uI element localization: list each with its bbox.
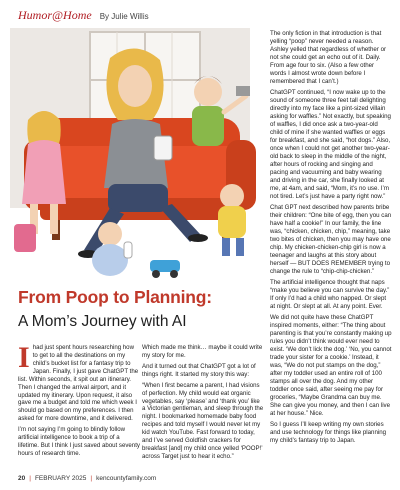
footer-separator: | — [29, 475, 31, 482]
body-column-1 — [18, 341, 140, 461]
dropcap: I — [18, 341, 30, 374]
paragraph — [18, 341, 140, 423]
paragraph: Which made me think… maybe it could write my story for me. — [142, 344, 263, 359]
illustration-svg — [0, 28, 262, 284]
headline-main: From Poop to Planning: — [18, 287, 212, 307]
toy-car-icon — [150, 260, 180, 272]
column-name: Humor@Home — [18, 8, 92, 22]
baby-bottle-icon — [124, 242, 132, 258]
paragraph: ChatGPT continued, “I now wake up to the sound of someone three feet tall delighting directly into my face like a pint-sized villain asking for waffles.” Not exactly, but speaking of waffles, I did once ask a two-year-old child of mine if she wanted waffles or eggs for breakfast, and she said, “hot dogs.” Also, once when I could not get another two-year-old back to sleep in the middle of the night, after hours of rocking and singing and pacing and vacuuming and baby wearing and driving in the car, she finally looked at me, at 4am, and said, “Mom, it’s no use. I’m not tired. Let’s just have a party right now.” — [270, 89, 391, 200]
chaotic-family-illustration — [0, 28, 262, 284]
spatula-icon — [236, 86, 250, 96]
headline-subtitle: A Mom’s Journey with AI — [18, 313, 187, 330]
purse-icon — [14, 224, 36, 252]
footer-separator: | — [90, 475, 93, 482]
byline: By Julie Willis — [99, 12, 149, 21]
paragraph-text: had just spent hours researching how to get to all the destinations on my child’s bucket list for a fantasy trip to Japan. Finally, I just gave ChatGPT the list. Within seconds, it spit out an itinerary. Then I changed the arrival airport, and it updated my itinerary. Upon request, it also gave me a budget and told me which week I should go based on my preferences. I then asked for more downtime, and it delivered. — [18, 344, 139, 423]
page-number: 20 — [18, 475, 26, 482]
paragraph: The artificial intelligence thought that naps “make you believe you can survive the day.” If only I’d had a child who napped. Or slept at night. Or slept at all. At any point. Ever. — [270, 279, 390, 310]
article-headline — [18, 287, 263, 331]
body-column-2 — [142, 344, 264, 464]
paragraph: So I guess I’ll keep writing my own stories and use technology for things like planning my child’s fantasy trip to Japan. — [270, 421, 387, 444]
coffee-mug-icon — [154, 136, 172, 160]
paragraph: We did not quite have these ChatGPT inspired moments, either: “The thing about parenting is that you’re constantly making up rules you didn’t think would ever need to exist. ‘We don’t lick the dog.’ ‘No, you cannot trade your sister for a cookie.’ Instead, it was, “We do not put stamps on the dog,” after my toddler used an entire roll of 100 stamps all over the dog. And my other toddler once said, after seeing me pay for groceries, “Maybe Grandma can buy me. She can give you money, and then I can live at her house.” Nice. — [270, 314, 392, 417]
website: kencountyfamily.com — [96, 475, 157, 482]
right-column-text — [270, 30, 392, 448]
paragraph: Chat GPT next described how parents bribe their children: “One bite of egg, then you can have half a cookie!” In our family, the line was, “chicken, chicken, chip,” meaning, take two bites of chicken, then you may have one chip. My chicken-chicken-chip girl is now a teenager and laughs at this story about herself — BUT DOES REMEMBER trying to change the rule to “chip-chip-chicken.” — [270, 204, 392, 275]
paragraph: The only fiction in that introduction is that yelling “poop” never needed a reason. Ashley yelled that regardless of whether or not she could get an echo out of it. Daily. From age four to six. (Also a few other words I almost wrote down before I remembered that I can’t.) — [270, 30, 387, 85]
paragraph: And it turned out that ChatGPT got a lot of things right. It started my story this way: — [142, 362, 256, 378]
page-footer — [18, 475, 156, 482]
paragraph: I’m not saying I’m going to blindly follow artificial intelligence to book a trip of a lifetime. But I think I just saved about seventy hours of research time. — [18, 426, 140, 457]
paragraph: “When I first became a parent, I had visions of perfection. My child would eat organic vegetables, say ‘please’ and ‘thank you’ like a Victorian gentleman, and sleep through the night. I bookmarked homemade baby food recipes and told myself I would never let my kid watch YouTube. Fast forward to today, and I’ve served Goldfish crackers for breakfast [and] my child once yelled ‘POOP!’ across Target just to hear it echo.” — [142, 381, 264, 460]
page-header — [18, 8, 149, 26]
issue-date: FEBRUARY 2025 — [34, 475, 87, 482]
